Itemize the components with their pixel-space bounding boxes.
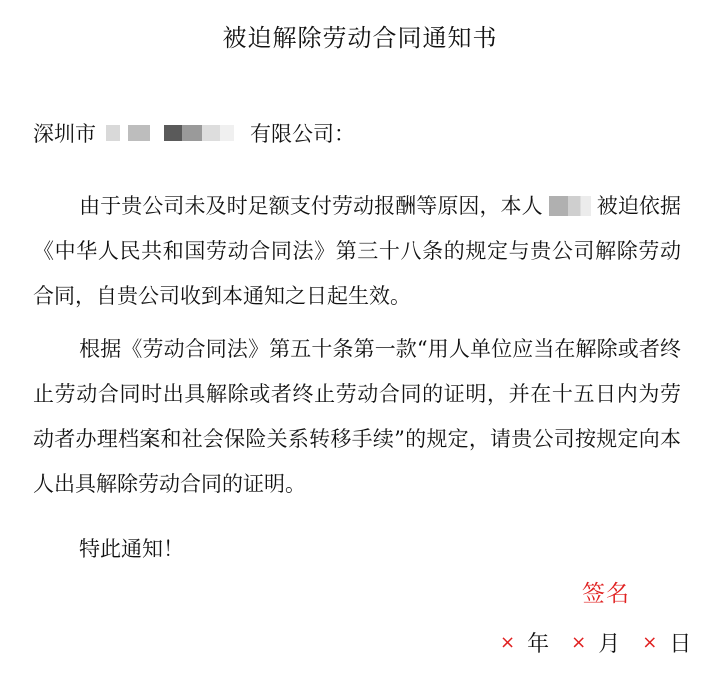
document-title: 被迫解除劳动合同通知书 <box>222 24 498 52</box>
paragraph1-part2: 被迫依据《中华人民共和国劳动合同法》第三十八条的规定与贵公司解除劳动合同，自贵公司收到本通知之日起生效。 <box>33 194 681 308</box>
redaction-block <box>164 125 182 141</box>
redaction-block <box>128 125 150 141</box>
redaction-block <box>202 125 220 141</box>
year-placeholder: × <box>500 632 516 653</box>
day-unit: 日 <box>669 632 692 657</box>
closing-line <box>33 527 681 572</box>
redaction-block <box>182 125 202 141</box>
salutation-suffix: 有限公司： <box>250 122 355 146</box>
closing-text: 特此通知！ <box>79 537 184 561</box>
salutation <box>33 118 355 148</box>
month-placeholder: × <box>571 632 587 653</box>
redaction-block <box>106 125 120 141</box>
paragraph1-part1: 由于贵公司未及时足额支付劳动报酬等原因，本人 <box>79 194 543 218</box>
day-placeholder: × <box>642 632 658 653</box>
year-unit: 年 <box>527 632 550 657</box>
date-line <box>500 627 691 658</box>
paragraph-termination-reason <box>33 184 681 319</box>
redacted-company-name <box>98 122 248 144</box>
paragraph2-text: 根据《劳动合同法》第五十条第一款“用人单位应当在解除或者终止劳动合同时出具解除或者终止劳动合同的证明，并在十五日内为劳动者办理档案和社会保险关系转移手续”的规定，请贵公司按规定向本人出具解除劳动合同的证明。 <box>33 337 681 496</box>
salutation-prefix: 深圳市 <box>33 122 96 146</box>
paragraph-certificate-request <box>33 327 681 507</box>
signature-label: 签名 <box>582 581 630 607</box>
redacted-employee-name <box>549 196 591 216</box>
redaction-block <box>220 125 234 141</box>
month-unit: 月 <box>598 632 621 657</box>
